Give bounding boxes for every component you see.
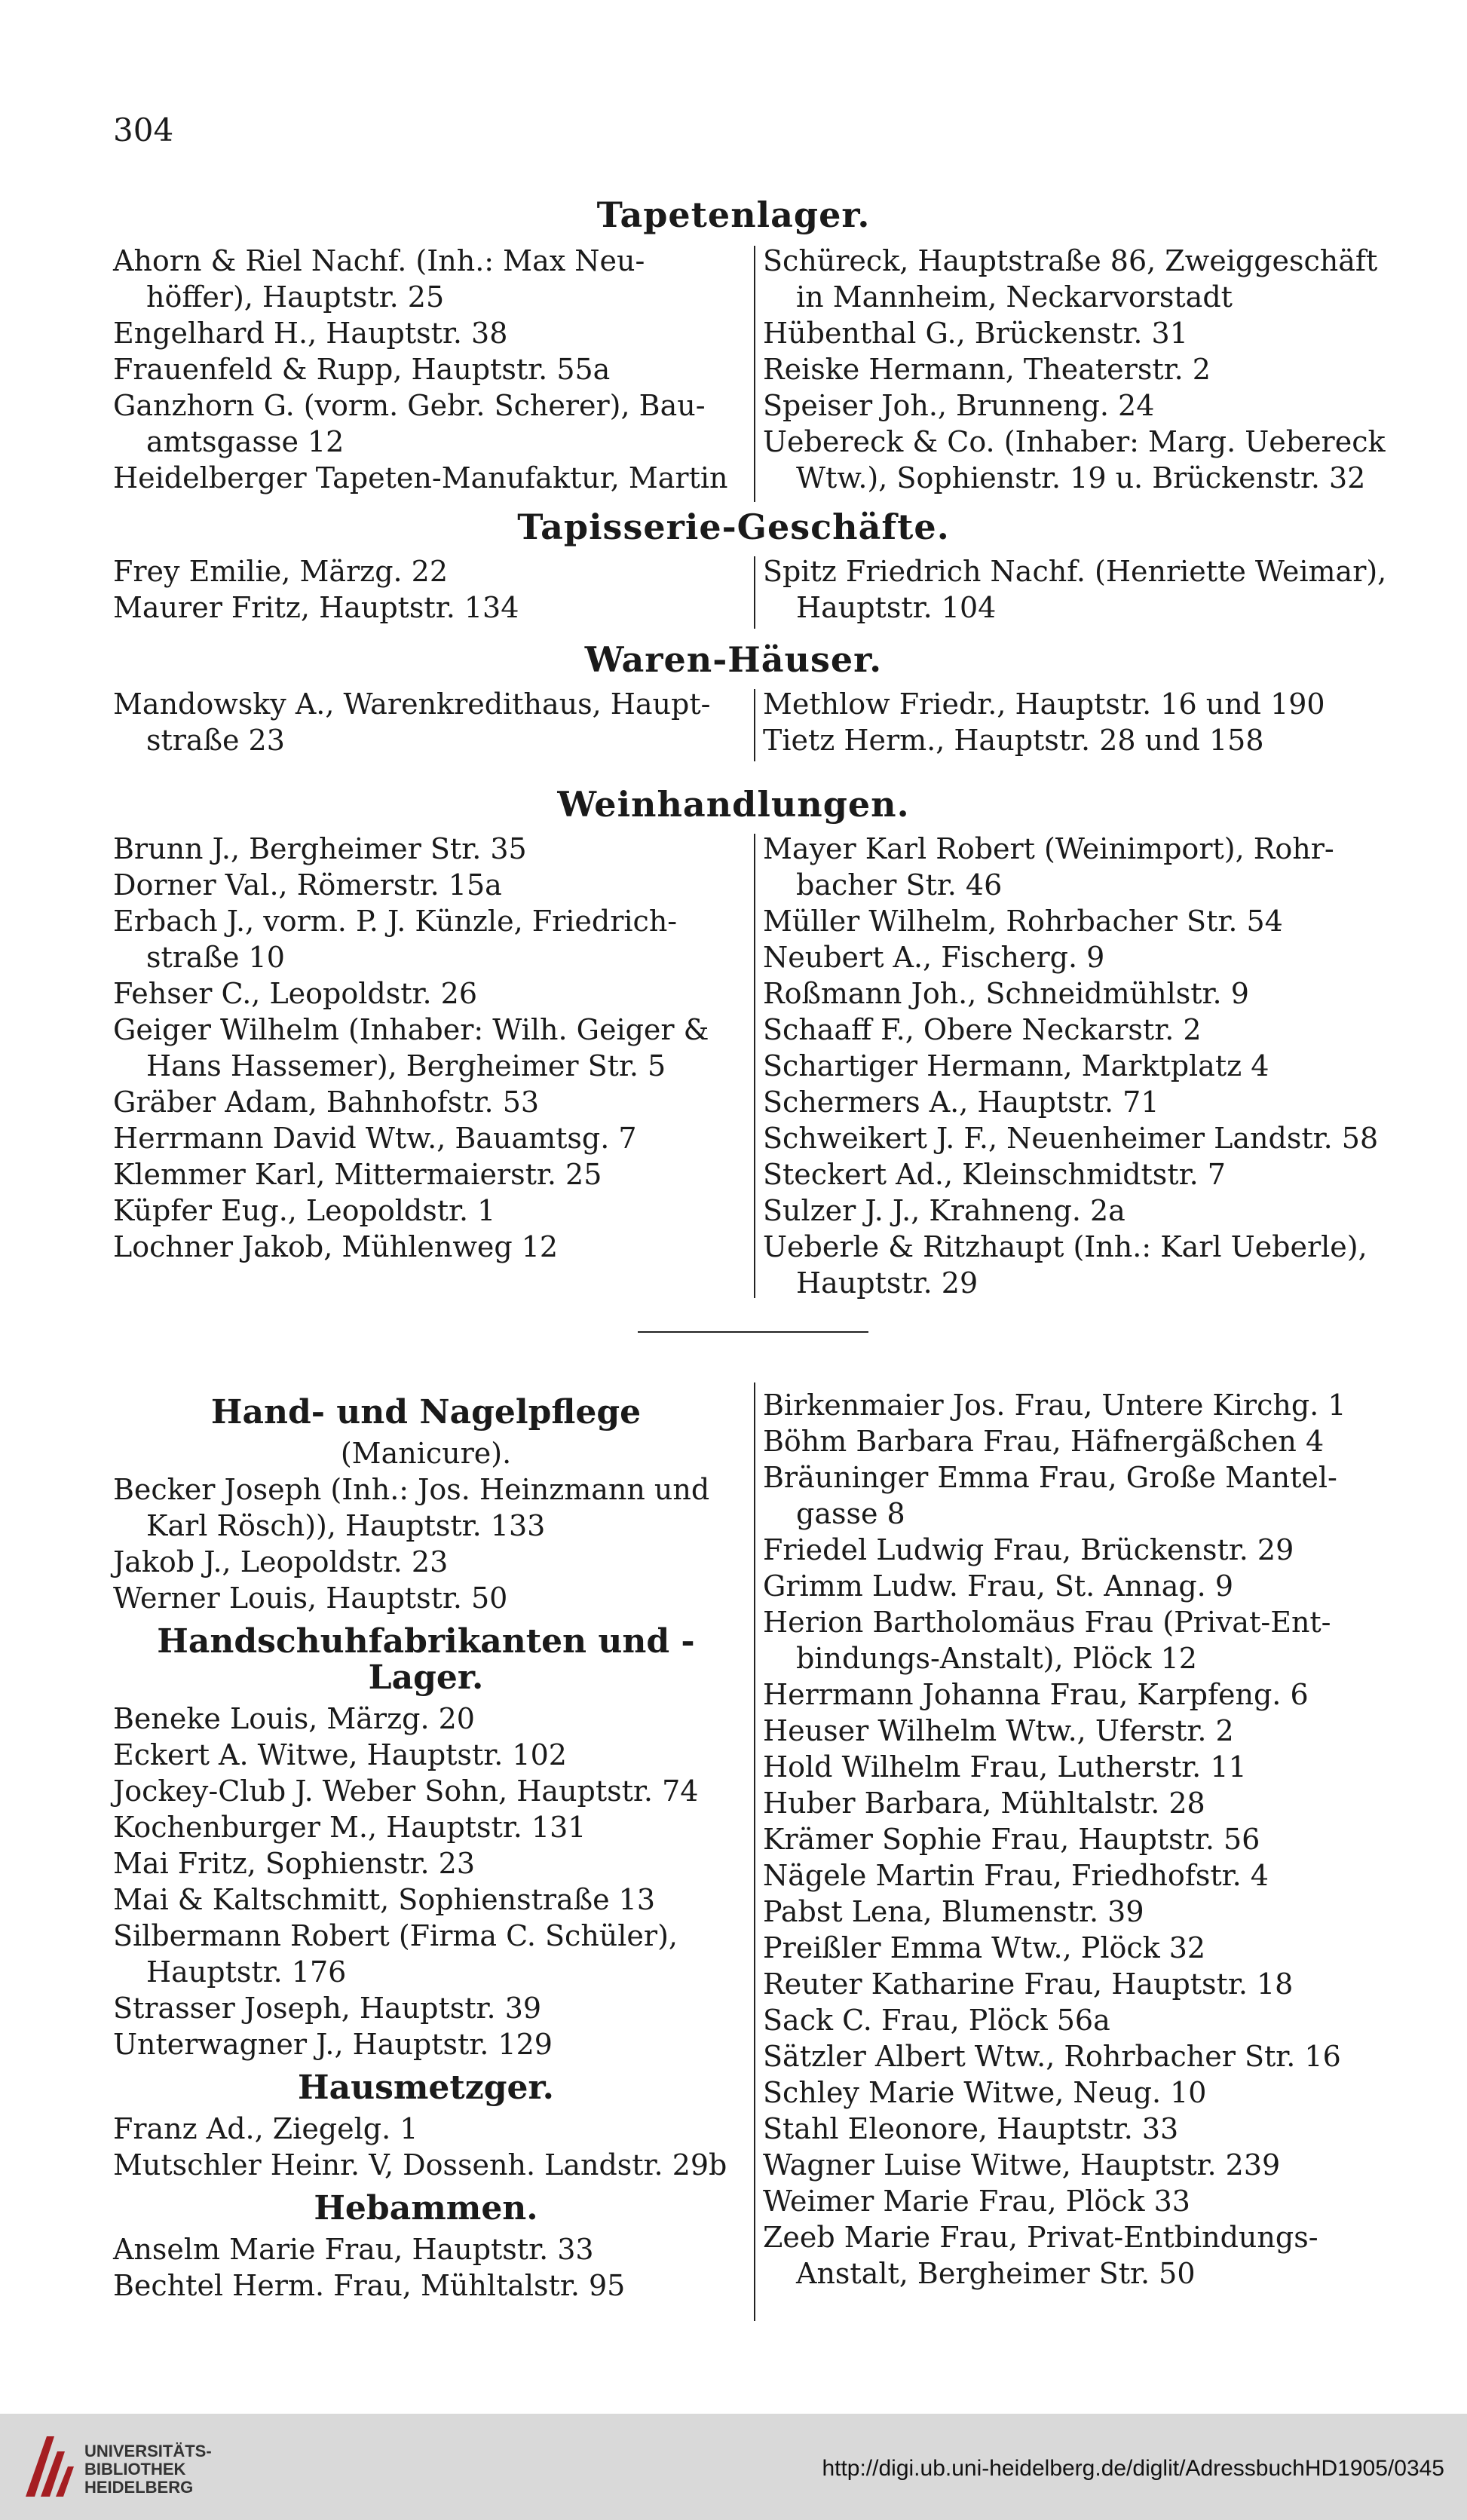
section-right-column [763,553,1411,626]
directory-entry [113,553,746,589]
directory-entry [113,1544,739,1580]
entry-line: Sätzler Albert Wtw., Rohrbacher Str. 16 [763,2040,1341,2073]
directory-entry [763,2147,1396,2183]
library-name-line: HEIDELBERG [84,2478,194,2497]
directory-entry [763,2074,1396,2111]
entry-line: Speiser Joh., Brunneng. 24 [763,389,1155,422]
directory-entry [763,351,1411,387]
entry-line: Böhm Barbara Frau, Häfnergäßchen 4 [763,1425,1325,1458]
section-heading: Hausmetzger. [298,2068,554,2107]
entry-line: Mai & Kaltschmitt, Sophienstraße 13 [113,1883,656,1916]
entry-line: Krämer Sophie Frau, Hauptstr. 56 [763,1823,1260,1856]
entry-line: Fehser C., Leopoldstr. 26 [113,977,477,1010]
directory-entry [763,1459,1396,1532]
entry-continuation: Hauptstr. 104 [796,591,997,624]
section-heading: Hand- und Nagelpflege [210,1393,642,1431]
entry-line: Mandowsky A., Warenkredithaus, Haupt- [113,687,711,721]
directory-entry [763,1604,1396,1676]
entry-line: Dorner Val., Römerstr. 15a [113,868,502,902]
directory-entry [113,975,746,1012]
entry-continuation: in Mannheim, Neckarvorstadt [796,280,1233,314]
directory-entry [763,1532,1396,1568]
entry-line: Huber Barbara, Mühltalstr. 28 [763,1787,1205,1820]
directory-entry [763,2038,1396,2074]
directory-entry [113,903,746,975]
directory-entry [763,1012,1411,1048]
entry-continuation: bacher Str. 46 [796,868,1003,902]
directory-entry [113,1580,739,1616]
section-left-column [113,553,746,626]
entry-line: Grimm Ludw. Frau, St. Annag. 9 [763,1569,1234,1603]
entry-line: Mutschler Heinr. V, Dossenh. Landstr. 29b [113,2148,727,2182]
directory-entry [763,831,1411,903]
entry-line: Schley Marie Witwe, Neug. 10 [763,2076,1207,2109]
section-right-column [763,686,1411,758]
lower-left-column [113,1387,739,2304]
directory-entry [763,2111,1396,2147]
entry-line: Herion Bartholomäus Frau (Privat-Ent- [763,1606,1331,1639]
page-number: 304 [113,112,174,149]
directory-entry [763,1120,1411,1156]
directory-entry [113,315,746,351]
entry-line: Sulzer J. J., Krahneng. 2a [763,1194,1126,1227]
entry-line: Schartiger Hermann, Marktplatz 4 [763,1049,1269,1082]
entry-line: Stahl Eleonore, Hauptstr. 33 [763,2112,1179,2145]
entry-line: Küpfer Eug., Leopoldstr. 1 [113,1194,496,1227]
library-name-line: UNIVERSITÄTS- [84,2442,212,2460]
entry-line: Steckert Ad., Kleinschmidtstr. 7 [763,1158,1226,1191]
entry-line: Klemmer Karl, Mittermaierstr. 25 [113,1158,602,1191]
entry-continuation: Hauptstr. 29 [796,1266,979,1300]
directory-entry [763,243,1411,315]
entry-line: Werner Louis, Hauptstr. 50 [113,1582,508,1615]
library-name [84,2442,212,2497]
column-divider [754,834,755,1298]
directory-entry [113,2267,739,2304]
directory-entry [113,2231,739,2267]
entry-line: Weimer Marie Frau, Plöck 33 [763,2185,1190,2218]
directory-entry [763,1930,1396,1966]
entry-line: Schermers A., Hauptstr. 71 [763,1085,1159,1119]
section-heading: Tapetenlager. [596,194,871,235]
section-heading: Tapisserie-Geschäfte. [517,507,950,547]
entry-line: Pabst Lena, Blumenstr. 39 [763,1895,1144,1928]
entry-line: Herrmann Johanna Frau, Karpfeng. 6 [763,1678,1309,1711]
entry-continuation: straße 10 [146,941,285,974]
directory-entry [113,1882,739,1918]
entry-line: Mayer Karl Robert (Weinimport), Rohr- [763,832,1334,865]
entry-line: Geiger Wilhelm (Inhaber: Wilh. Geiger & [113,1013,709,1046]
directory-entry [113,351,746,387]
directory-entry [763,722,1411,758]
directory-entry [763,387,1411,424]
directory-entry [113,686,746,758]
directory-entry [113,1120,746,1156]
entry-line: Ahorn & Riel Nachf. (Inh.: Max Neu- [113,244,645,277]
entry-continuation: Karl Rösch)), Hauptstr. 133 [146,1509,546,1542]
entry-line: Bräuninger Emma Frau, Große Mantel- [763,1461,1337,1494]
entry-line: Kochenburger M., Hauptstr. 131 [113,1811,586,1844]
directory-entry [763,1229,1411,1301]
entry-line: Erbach J., vorm. P. J. Künzle, Friedrich- [113,905,678,938]
directory-entry [763,1966,1396,2002]
directory-entry [763,1857,1396,1894]
directory-entry [763,686,1411,722]
column-divider-lower [754,1382,755,2321]
entry-line: Mai Fritz, Sophienstr. 23 [113,1847,476,1880]
directory-entry [763,1387,1396,1423]
entry-continuation: bindungs-Anstalt), Plöck 12 [796,1642,1197,1675]
directory-entry [763,1084,1411,1120]
entry-line: Heuser Wilhelm Wtw., Uferstr. 2 [763,1714,1234,1747]
directory-entry [763,315,1411,351]
directory-entry [763,1568,1396,1604]
directory-entry [113,1809,739,1845]
column-divider [754,246,755,502]
section-right-column [763,243,1411,496]
directory-entry [113,2026,739,2062]
directory-entry [763,2219,1396,2292]
section-subheading: (Manicure). [340,1437,512,1470]
directory-entry [113,1156,746,1193]
entry-line: Birkenmaier Jos. Frau, Untere Kirchg. 1 [763,1389,1346,1422]
directory-entry [763,1676,1396,1713]
entry-line: Reiske Hermann, Theaterstr. 2 [763,353,1211,386]
entry-line: Gräber Adam, Bahnhofstr. 53 [113,1085,540,1119]
entry-line: Anselm Marie Frau, Hauptstr. 33 [113,2233,594,2266]
directory-entry [113,1990,739,2026]
directory-entry [763,2002,1396,2038]
directory-entry [113,2147,739,2183]
directory-entry [113,1845,739,1882]
separator-rule [638,1331,868,1333]
directory-entry [763,1048,1411,1084]
directory-entry [763,553,1411,626]
entry-line: Spitz Friedrich Nachf. (Henriette Weimar), [763,555,1387,588]
section-left-column [113,831,746,1265]
entry-line: Frauenfeld & Rupp, Hauptstr. 55a [113,353,611,386]
column-divider [754,556,755,629]
lower-right-column [763,1387,1396,2292]
entry-continuation: amtsgasse 12 [146,425,345,458]
entry-line: Tietz Herm., Hauptstr. 28 und 158 [763,724,1264,757]
directory-entry [763,1713,1396,1749]
entry-line: Müller Wilhelm, Rohrbacher Str. 54 [763,905,1283,938]
directory-entry [113,2111,739,2147]
entry-line: Ganzhorn G. (vorm. Gebr. Scherer), Bau- [113,389,706,422]
library-logo-icon [18,2429,77,2504]
entry-line: Sack C. Frau, Plöck 56a [763,2004,1110,2037]
entry-line: Herrmann David Wtw., Bauamtsg. 7 [113,1122,637,1155]
entry-line: Strasser Joseph, Hauptstr. 39 [113,1992,542,2025]
section-left-column [113,243,746,496]
entry-continuation: gasse 8 [796,1497,905,1530]
entry-line: Jakob J., Leopoldstr. 23 [113,1545,449,1578]
entry-line: Hübenthal G., Brückenstr. 31 [763,317,1188,350]
directory-entry [763,1785,1396,1821]
section-heading: Handschuhfabrikanten und -Lager. [157,1622,695,1697]
entry-continuation: Anstalt, Bergheimer Str. 50 [796,2257,1196,2290]
directory-entry [113,1773,739,1809]
directory-entry [113,831,746,867]
directory-entry [763,424,1411,496]
entry-line: Unterwagner J., Hauptstr. 129 [113,2028,553,2061]
directory-entry [763,1749,1396,1785]
entry-line: Frey Emilie, Märzg. 22 [113,555,449,588]
entry-line: Ueberle & Ritzhaupt (Inh.: Karl Ueberle), [763,1230,1367,1263]
entry-line: Schaaff F., Obere Neckarstr. 2 [763,1013,1202,1046]
entry-continuation: Hauptstr. 176 [146,1955,347,1989]
directory-entry [763,1193,1411,1229]
entry-line: Preißler Emma Wtw., Plöck 32 [763,1931,1206,1964]
directory-entry [113,867,746,903]
entry-line: Uebereck & Co. (Inhaber: Marg. Uebereck [763,425,1386,458]
entry-continuation: höffer), Hauptstr. 25 [146,280,445,314]
directory-entry [763,1894,1396,1930]
entry-continuation: straße 23 [146,724,285,757]
directory-entry [113,589,746,626]
directory-entry [113,1229,746,1265]
entry-line: Reuter Katharine Frau, Hauptstr. 18 [763,1967,1294,2001]
section-left-column [113,686,746,758]
entry-line: Engelhard H., Hauptstr. 38 [113,317,508,350]
directory-entry [113,243,746,315]
section-heading: Waren-Häuser. [584,639,883,680]
directory-entry [113,1471,739,1544]
entry-line: Bechtel Herm. Frau, Mühltalstr. 95 [113,2269,626,2302]
section-heading: Weinhandlungen. [557,784,910,825]
entry-line: Silbermann Robert (Firma C. Schüler), [113,1919,678,1952]
directory-entry [763,903,1411,939]
entry-line: Schüreck, Hauptstraße 86, Zweiggeschäft [763,244,1378,277]
entry-line: Franz Ad., Ziegelg. 1 [113,2112,418,2145]
entry-line: Neubert A., Fischerg. 9 [763,941,1105,974]
entry-line: Eckert A. Witwe, Hauptstr. 102 [113,1738,567,1771]
entry-line: Roßmann Joh., Schneidmühlstr. 9 [763,977,1249,1010]
entry-line: Beneke Louis, Märzg. 20 [113,1702,475,1735]
entry-line: Methlow Friedr., Hauptstr. 16 und 190 [763,687,1325,721]
directory-entry [763,939,1411,975]
directory-entry [113,1193,746,1229]
entry-line: Zeeb Marie Frau, Privat-Entbindungs- [763,2221,1318,2254]
directory-entry [763,1423,1396,1459]
entry-line: Lochner Jakob, Mühlenweg 12 [113,1230,559,1263]
directory-entry [763,2183,1396,2219]
entry-line: Hold Wilhelm Frau, Lutherstr. 11 [763,1750,1247,1784]
library-name-line: BIBLIOTHEK [84,2460,186,2479]
directory-entry [113,387,746,460]
directory-entry [113,1737,739,1773]
entry-line: Becker Joseph (Inh.: Jos. Heinzmann und [113,1473,710,1506]
entry-line: Heidelberger Tapeten-Manufaktur, Martin [113,461,728,495]
directory-entry [113,1701,739,1737]
entry-line: Jockey-Club J. Weber Sohn, Hauptstr. 74 [113,1774,699,1808]
entry-line: Brunn J., Bergheimer Str. 35 [113,832,527,865]
directory-entry [763,1821,1396,1857]
entry-line: Wagner Luise Witwe, Hauptstr. 239 [763,2148,1281,2182]
entry-continuation: Hans Hassemer), Bergheimer Str. 5 [146,1049,666,1082]
column-divider [754,689,755,761]
directory-entry [763,975,1411,1012]
entry-continuation: Wtw.), Sophienstr. 19 u. Brückenstr. 32 [796,461,1366,495]
footer-bar [0,2414,1467,2520]
section-heading: Hebammen. [314,2189,538,2228]
directory-entry [763,1156,1411,1193]
entry-line: Friedel Ludwig Frau, Brückenstr. 29 [763,1533,1294,1566]
entry-line: Schweikert J. F., Neuenheimer Landstr. 58 [763,1122,1379,1155]
source-url-link[interactable]: http://digi.ub.uni-heidelberg.de/diglit/AdressbuchHD1905/0345 [822,2456,1444,2481]
directory-entry [113,1918,739,1990]
directory-entry [113,1012,746,1084]
entry-line: Maurer Fritz, Hauptstr. 134 [113,591,519,624]
entry-line: Nägele Martin Frau, Friedhofstr. 4 [763,1859,1269,1892]
directory-entry [113,1084,746,1120]
directory-entry [113,460,746,496]
section-right-column [763,831,1411,1301]
